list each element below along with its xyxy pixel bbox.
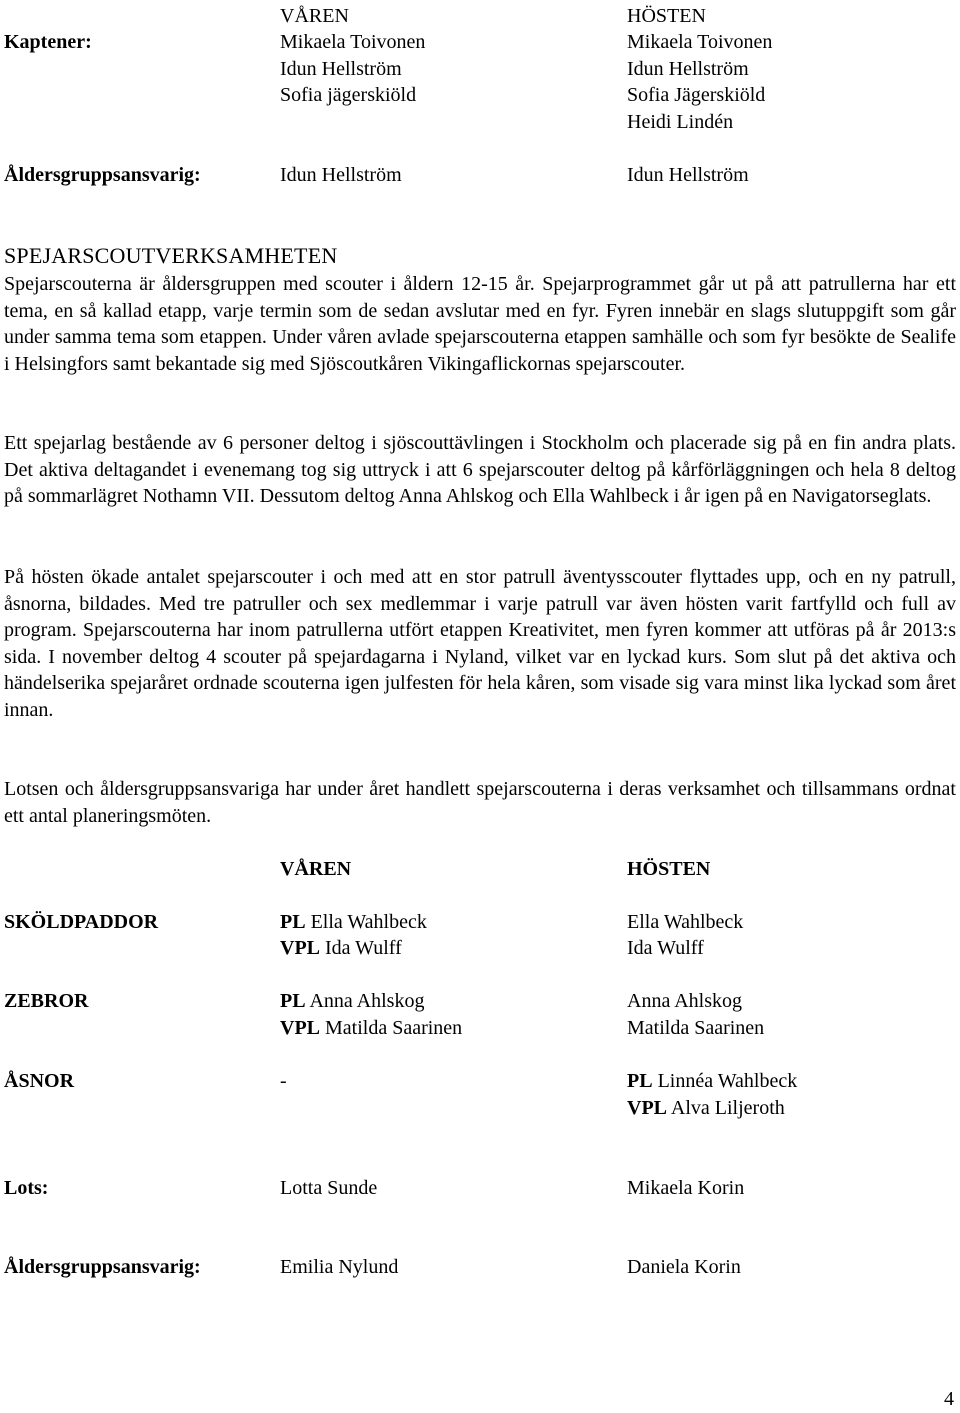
captain-spring-1: Mikaela Toivonen — [280, 31, 426, 53]
patrol-age-group-autumn: Daniela Korin — [627, 1256, 741, 1278]
zebror-autumn-1: Anna Ahlskog — [627, 990, 742, 1012]
vpl-label: VPL — [280, 937, 320, 959]
zebror-spring-pl-name: Anna Ahlskog — [309, 990, 425, 1012]
asnor-autumn-vpl-name: Alva Liljeroth — [670, 1097, 785, 1119]
patrol-age-group-label: Åldersgruppsansvarig: — [4, 1256, 201, 1278]
spring-header: VÅREN — [280, 5, 349, 27]
captain-autumn-3: Sofia Jägerskiöld — [627, 84, 766, 106]
patrol-age-group-spring: Emilia Nylund — [280, 1256, 399, 1278]
skoldpaddor-autumn-1: Ella Wahlbeck — [627, 911, 744, 933]
pl-label: PL — [627, 1070, 653, 1092]
captain-spring-3: Sofia jägerskiöld — [280, 84, 417, 106]
page-number: 4 — [944, 1388, 954, 1410]
pl-label: PL — [280, 990, 306, 1012]
patrol-autumn-header: HÖSTEN — [627, 858, 711, 880]
patrol-spring-header: VÅREN — [280, 858, 352, 880]
age-group-label: Åldersgruppsansvarig: — [4, 164, 201, 186]
skoldpaddor-spring-pl — [280, 909, 427, 936]
section-title: SPEJARSCOUTVERKSAMHETEN — [4, 243, 338, 268]
captain-autumn-4: Heidi Lindén — [627, 111, 734, 133]
skoldpaddor-spring-vpl-name: Ida Wulff — [325, 937, 402, 959]
captains-label: Kaptener: — [4, 31, 92, 53]
patrol-name-zebror: ZEBROR — [4, 990, 89, 1012]
vpl-label: VPL — [627, 1097, 667, 1119]
vpl-label: VPL — [280, 1017, 320, 1039]
asnor-spring: - — [280, 1070, 287, 1092]
pl-label: PL — [280, 911, 306, 933]
skoldpaddor-spring-vpl — [280, 935, 402, 962]
asnor-autumn-vpl — [627, 1095, 785, 1122]
patrol-name-skoldpaddor: SKÖLDPADDOR — [4, 911, 159, 933]
captain-spring-2: Idun Hellström — [280, 58, 402, 80]
lots-autumn: Mikaela Korin — [627, 1177, 745, 1199]
lots-spring: Lotta Sunde — [280, 1177, 378, 1199]
paragraph-3: På hösten ökade antalet spejarscouter i och med att en stor patrull äventysscouter flyttades upp, och en ny patrull, åsnorna, bildades. Med tre patruller och sex medlemmar i varje patrull var även hösten varit fartfylld och full av program. Spejarscouterna har inom patrullerna utfört etappen Kreativitet, men fyren kommer att utföras på år 2013:s sida. I november deltog 4 scouter på spejardagarna i Nyland, vilket var en lyckad kurs. Som slut på det aktiva och händelserika spejaråret ordnade scouterna igen julfesten för hela kåren, som visade sig vara minst lika lyckad som året innan. — [4, 566, 956, 721]
skoldpaddor-autumn-2: Ida Wulff — [627, 937, 704, 959]
age-group-spring: Idun Hellström — [280, 164, 402, 186]
paragraph-2: Ett spejarlag bestående av 6 personer deltog i sjöscouttävlingen i Stockholm och placerade sig på en fin andra plats. Det aktiva deltagandet i evenemang tog sig uttryck i att 6 spejarscouter deltog på kårförläggningen och hela 8 deltog på sommarlägret Nothamn VII. Dessutom deltog Anna Ahlskog och Ella Wahlbeck i år igen på en Navigatorseglats. — [4, 432, 956, 508]
asnor-autumn-pl-name: Linnéa Wahlbeck — [657, 1070, 798, 1092]
zebror-autumn-2: Matilda Saarinen — [627, 1017, 765, 1039]
captain-autumn-2: Idun Hellström — [627, 58, 749, 80]
paragraph-1: Spejarscouterna är åldersgruppen med scouter i åldern 12-15 år. Spejarprogrammet går ut på att patrullerna har ett tema, en så kallad etapp, varje termin som de sedan avslutar med en fyr. Fyren innebär en slags slutuppgift som går under samma tema som etappen. Under våren avlade spejarscouterna etappen samhälle och som fyr besökte de Sealife i Helsingfors samt bekantade sig med Sjöscoutkåren Vikingaflickornas spejarscouter. — [4, 273, 956, 375]
autumn-header: HÖSTEN — [627, 5, 706, 27]
asnor-autumn-pl — [627, 1068, 797, 1095]
paragraph-4: Lotsen och åldersgruppsansvariga har under året handlett spejarscouterna i deras verksamhet och tillsammans ordnat ett antal planeringsmöten. — [4, 778, 956, 827]
zebror-spring-pl — [280, 988, 424, 1015]
lots-label: Lots: — [4, 1177, 49, 1199]
skoldpaddor-spring-pl-name: Ella Wahlbeck — [310, 911, 427, 933]
zebror-spring-vpl-name: Matilda Saarinen — [325, 1017, 463, 1039]
captain-autumn-1: Mikaela Toivonen — [627, 31, 773, 53]
patrol-name-asnor: ÅSNOR — [4, 1070, 75, 1092]
zebror-spring-vpl — [280, 1015, 462, 1042]
age-group-autumn: Idun Hellström — [627, 164, 749, 186]
